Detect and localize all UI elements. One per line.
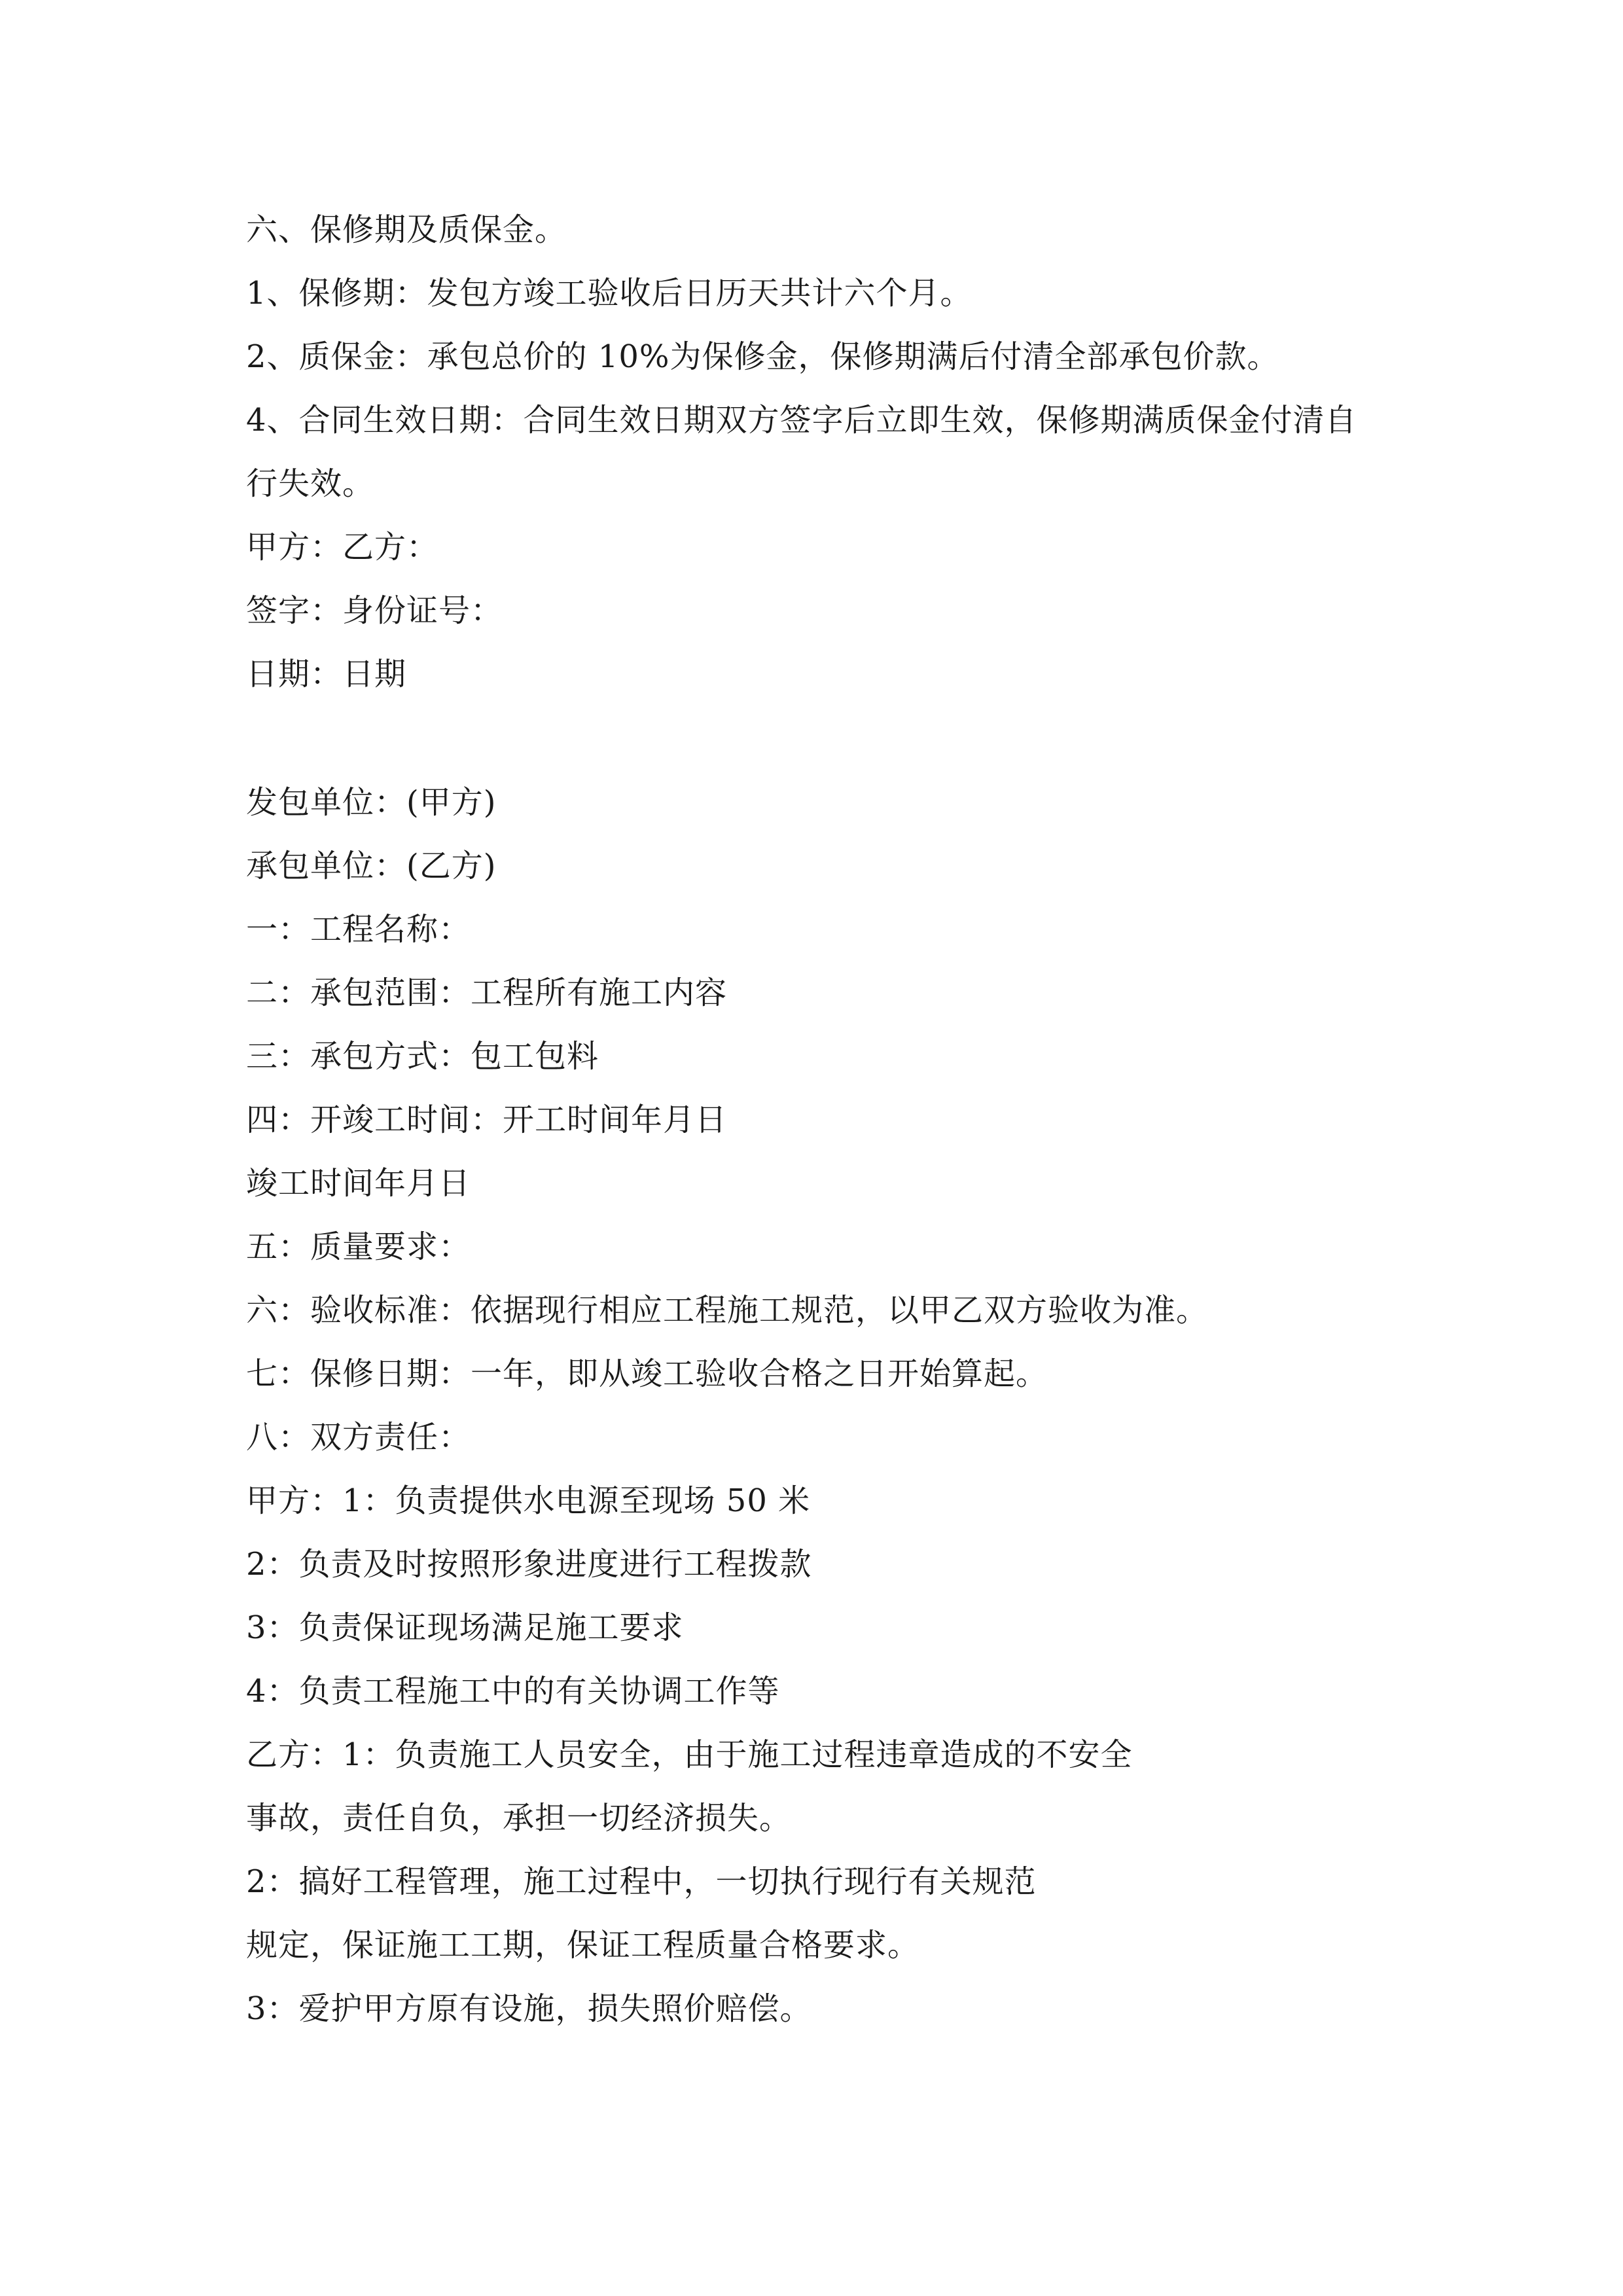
item-responsibilities: 八：双方责任： xyxy=(246,1419,471,1456)
clause-retention-money: 2、质保金：承包总价的 10%为保修金，保修期满后付清全部承包价款。 xyxy=(246,338,1279,375)
party-b-duty-2-cont: 规定，保证施工工期，保证工程质量合格要求。 xyxy=(246,1927,920,1964)
party-line: 甲方：乙方： xyxy=(246,529,439,565)
contractor-line: 承包单位：(乙方) xyxy=(246,848,497,884)
item-contract-method: 三：承包方式：包工包料 xyxy=(246,1038,599,1075)
party-b-duty-1-cont: 事故，责任自负，承担一切经济损失。 xyxy=(246,1800,792,1837)
clause-effective-date: 4、合同生效日期：合同生效日期双方签字后立即生效，保修期满质保金付清自 xyxy=(246,402,1357,439)
clause-effective-date-cont: 行失效。 xyxy=(246,465,375,502)
clause-warranty-period: 1、保修期：发包方竣工验收后日历天共计六个月。 xyxy=(246,275,972,312)
item-project-name: 一：工程名称： xyxy=(246,911,471,948)
signature-line: 签字：身份证号： xyxy=(246,592,503,629)
party-a-duty-1: 甲方：1：负责提供水电源至现场 50 米 xyxy=(246,1482,811,1519)
party-b-duty-1: 乙方：1：负责施工人员安全，由于施工过程违章造成的不安全 xyxy=(246,1736,1133,1773)
item-start-finish: 四：开竣工时间：开工时间年月日 xyxy=(246,1102,728,1138)
party-b-duty-3: 3：爱护甲方原有设施，损失照价赔偿。 xyxy=(246,1990,812,2027)
item-scope: 二：承包范围：工程所有施工内容 xyxy=(246,975,728,1011)
section-heading-warranty: 六、保修期及质保金。 xyxy=(246,211,567,248)
party-a-duty-3: 3：负责保证现场满足施工要求 xyxy=(246,1609,684,1646)
party-b-duty-2: 2：搞好工程管理，施工过程中，一切执行现行有关规范 xyxy=(246,1863,1037,1900)
item-warranty-date: 七：保修日期：一年，即从竣工验收合格之日开始算起。 xyxy=(246,1355,1048,1392)
item-acceptance: 六：验收标准：依据现行相应工程施工规范，以甲乙双方验收为准。 xyxy=(246,1292,1209,1329)
item-quality: 五：质量要求： xyxy=(246,1229,471,1265)
date-line: 日期：日期 xyxy=(246,656,407,692)
party-a-duty-2: 2：负责及时按照形象进度进行工程拨款 xyxy=(246,1546,812,1583)
employer-line: 发包单位：(甲方) xyxy=(246,784,497,821)
party-a-duty-4: 4：负责工程施工中的有关协调工作等 xyxy=(246,1673,780,1710)
item-finish-date: 竣工时间年月日 xyxy=(246,1165,471,1202)
